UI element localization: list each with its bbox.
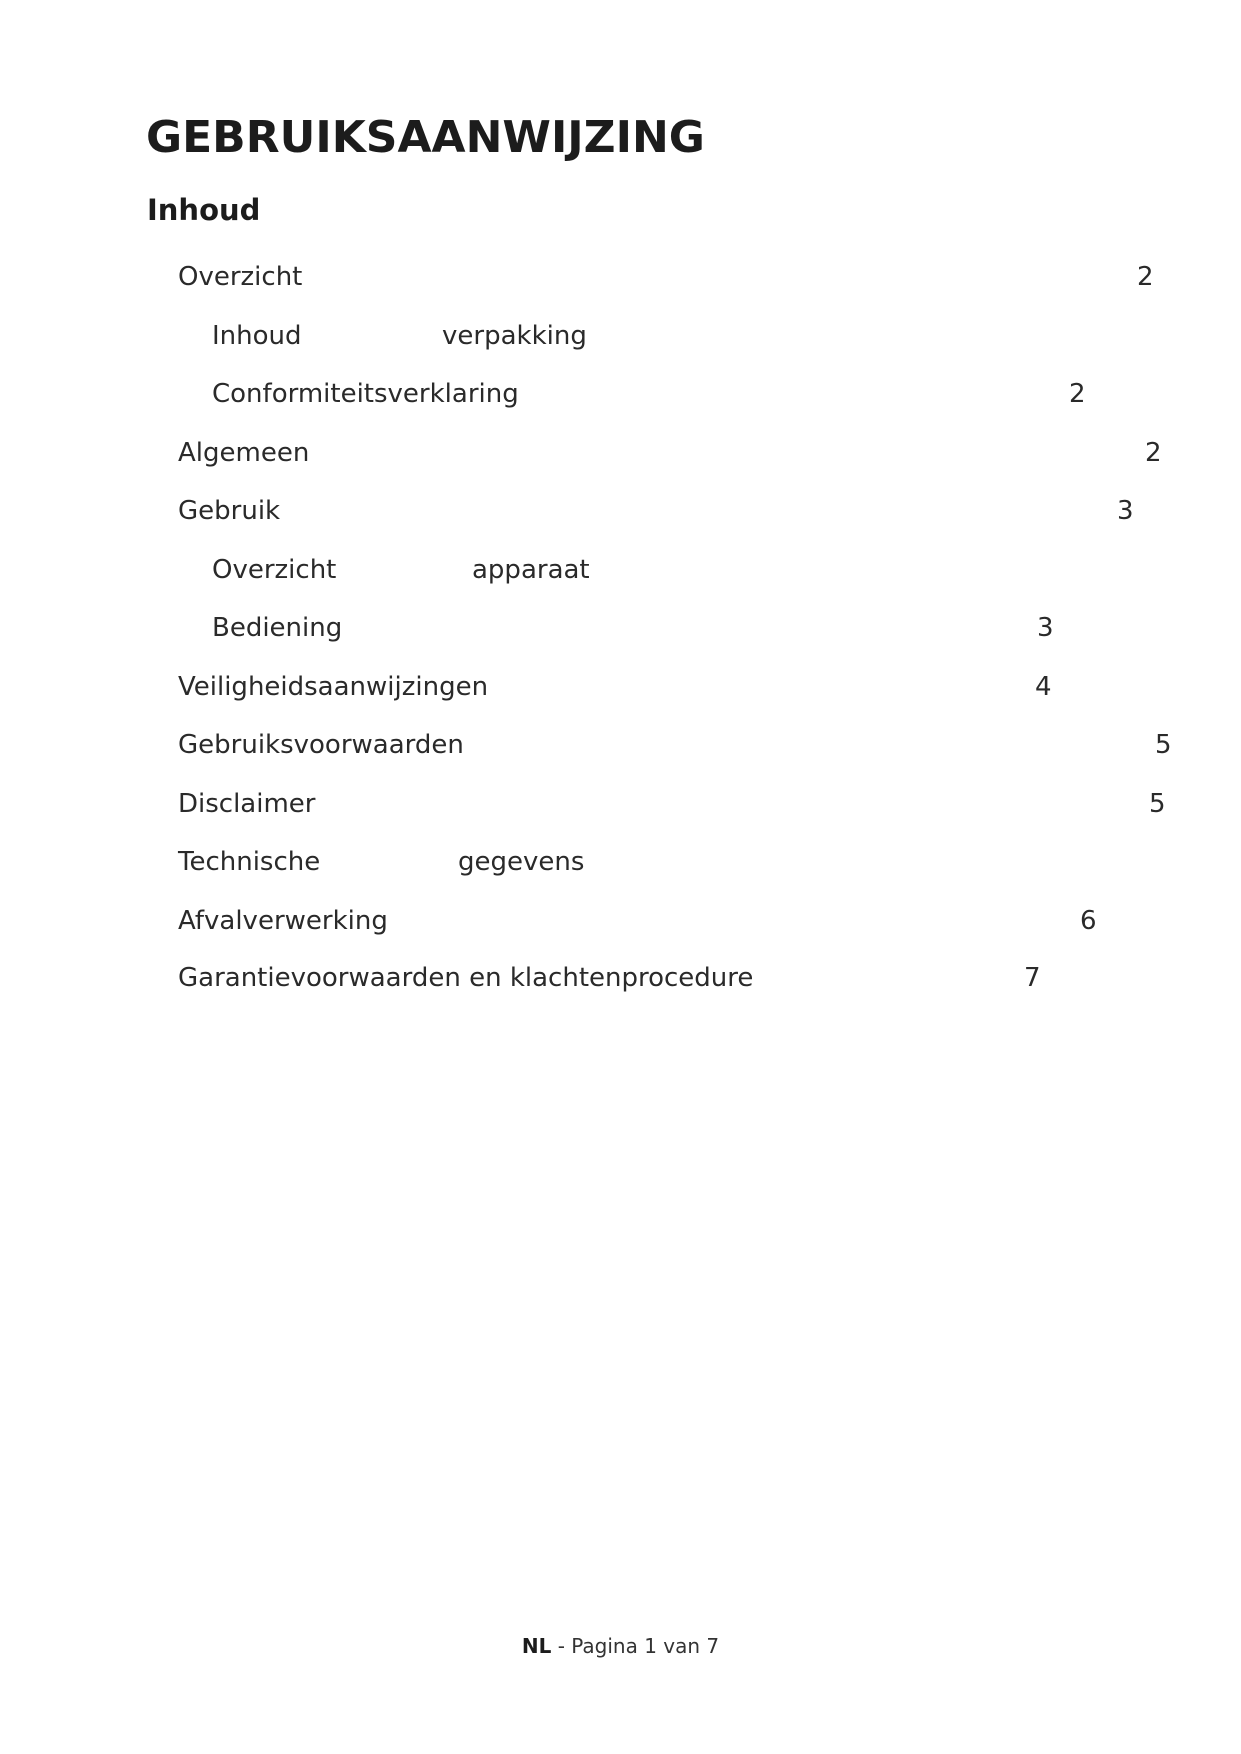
document-title: GEBRUIKSAANWIJZING: [146, 112, 705, 163]
toc-entry-page: 4: [1035, 672, 1052, 702]
language-code: NL: [521, 1634, 552, 1658]
toc-entry-label: Gebruik: [178, 496, 281, 526]
toc-entry-page: 5: [1149, 789, 1166, 819]
toc-entry-page: 5: [1155, 730, 1172, 760]
toc-entry-label: Garantievoorwaarden en klachtenprocedure: [178, 963, 754, 993]
toc-entry-page: 7: [1024, 963, 1041, 993]
toc-entry-page: 3: [1117, 496, 1134, 526]
toc-entry-label: Afvalverwerking: [178, 906, 388, 936]
page-footer: [0, 1634, 1241, 1658]
toc-entry-label: Overzicht: [178, 262, 303, 292]
toc-entry-label: Conformiteitsverklaring: [212, 379, 519, 409]
toc-heading: Inhoud: [147, 193, 261, 227]
toc-entry-page: 3: [1037, 613, 1054, 643]
toc-entry-page: 2: [1145, 438, 1162, 468]
toc-entry-label: Technische: [178, 847, 321, 877]
toc-entry-label: apparaat: [472, 555, 590, 585]
toc-entry-label: Overzicht: [212, 555, 337, 585]
toc-entry-page: 2: [1069, 379, 1086, 409]
toc-entry-label: Veiligheidsaanwijzingen: [178, 672, 489, 702]
toc-entry-label: Algemeen: [178, 438, 310, 468]
toc-entry-page: 2: [1137, 262, 1154, 292]
toc-entry-label: Disclaimer: [178, 789, 316, 819]
toc-entry-page: 6: [1080, 906, 1097, 936]
toc-entry-label: Gebruiksvoorwaarden: [178, 730, 464, 760]
toc-entry-label: gegevens: [458, 847, 585, 877]
page-number-text: - Pagina 1 van 7: [557, 1634, 720, 1658]
toc-entry-label: verpakking: [442, 321, 587, 351]
toc-entry-label: Inhoud: [212, 321, 302, 351]
toc-entry-label: Bediening: [212, 613, 343, 643]
